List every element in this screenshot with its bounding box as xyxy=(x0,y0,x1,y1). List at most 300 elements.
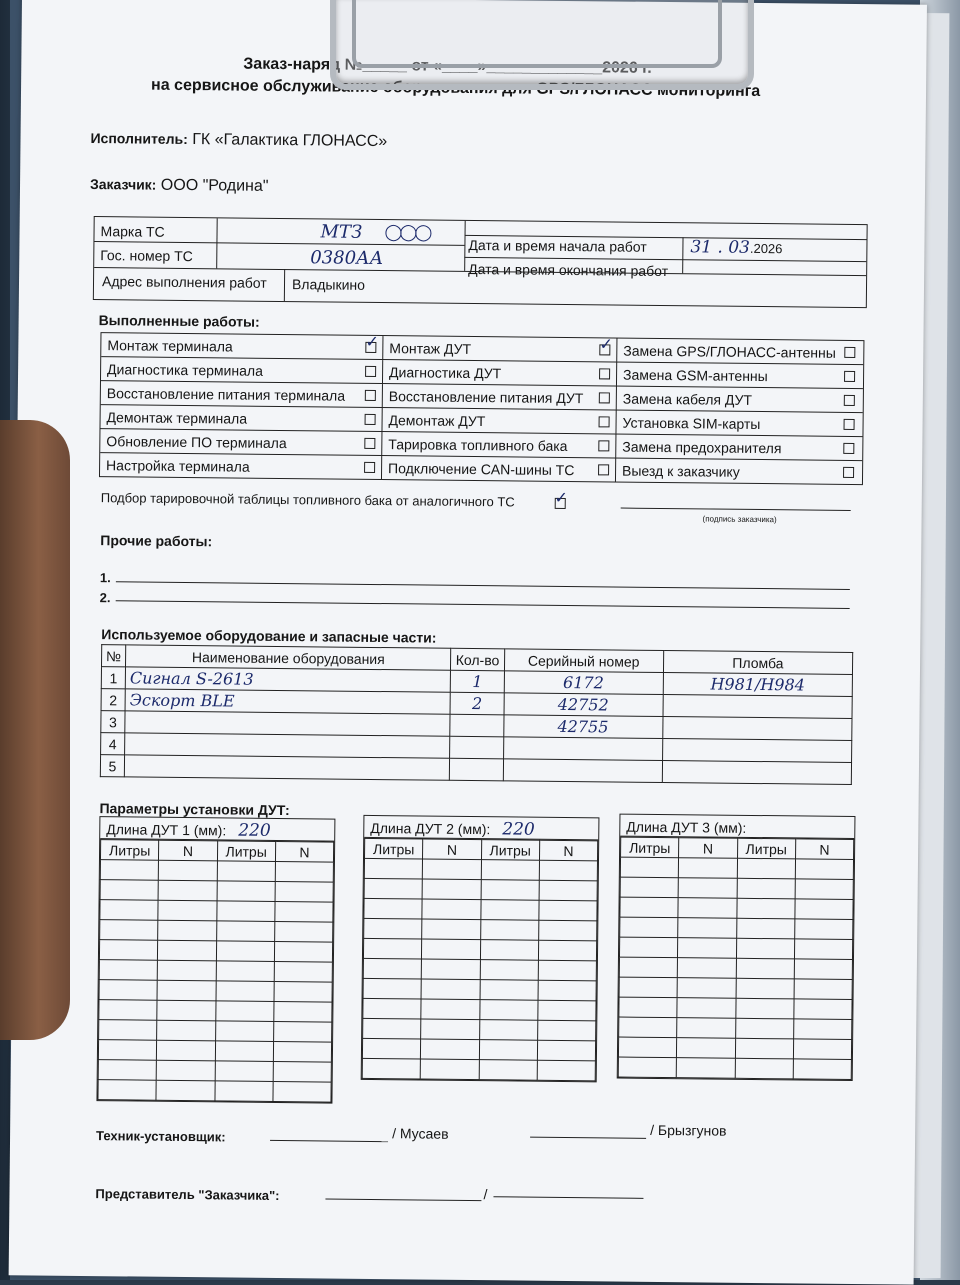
work-item xyxy=(101,381,383,407)
dut-grid-cell[interactable] xyxy=(214,1081,272,1102)
dut-grid-cell[interactable] xyxy=(481,880,539,901)
dut-grid-cell[interactable] xyxy=(735,1038,793,1059)
work-item xyxy=(382,408,616,433)
dut-grid-cell[interactable] xyxy=(157,1020,215,1041)
dut-grid-header-row xyxy=(100,840,333,862)
dut-grid-cell[interactable] xyxy=(421,1039,479,1060)
dut-grid-cell[interactable] xyxy=(618,1037,676,1058)
dut-grid-cell[interactable] xyxy=(676,1058,734,1079)
table-row xyxy=(618,1037,851,1059)
table-row xyxy=(362,1058,595,1080)
dut-grid-cell[interactable] xyxy=(679,858,737,879)
technician-1-signature-line[interactable] xyxy=(270,1140,388,1142)
table-row xyxy=(100,880,333,902)
dut-grid-cell[interactable] xyxy=(794,959,852,980)
dut-grid-cell[interactable] xyxy=(273,1041,331,1062)
work-item-label: Обновление ПО терминала xyxy=(106,433,286,451)
work-item xyxy=(616,411,860,437)
dut-grid-cell[interactable] xyxy=(158,920,216,941)
dut-length-label: Длина ДУТ 2 (мм): xyxy=(370,820,490,837)
dut-grid-cell[interactable] xyxy=(794,999,852,1020)
dut-grid-cell[interactable] xyxy=(273,1061,331,1082)
dut-grid-cell[interactable] xyxy=(480,900,538,921)
dut-grid-cell[interactable] xyxy=(480,940,538,961)
dut-grid-column-header: N xyxy=(275,841,333,862)
dut-grid-cell[interactable] xyxy=(274,981,332,1002)
technician-2-signature-line[interactable] xyxy=(530,1137,646,1139)
work-item-checkbox[interactable] xyxy=(599,368,610,379)
dut-grid-cell[interactable] xyxy=(620,917,678,938)
dut-grid-cell[interactable] xyxy=(156,1060,214,1081)
work-item xyxy=(101,333,383,359)
vehicle-table xyxy=(93,216,868,308)
technician-2-name: / Брызгунов xyxy=(650,1122,726,1139)
work-item-label: Монтаж ДУТ xyxy=(389,340,471,357)
thumb xyxy=(0,420,70,1040)
calibration-label: Подбор тарировочной таблицы топливного бака от аналогичного ТС xyxy=(101,490,515,509)
dut-length-label: Длина ДУТ 1 (мм): xyxy=(106,821,226,838)
dut-grid-cell[interactable] xyxy=(619,957,677,978)
address-value: Владыкино xyxy=(292,276,365,293)
dut-grid-cell[interactable] xyxy=(539,900,597,921)
dut-grid-cell[interactable] xyxy=(619,977,677,998)
table-row xyxy=(364,918,597,940)
dut-grid-cell[interactable] xyxy=(678,958,736,979)
dut-grid-cell[interactable] xyxy=(793,1039,851,1060)
technician-1-name: / Мусаев xyxy=(392,1125,449,1142)
dut-length-value[interactable]: 220 xyxy=(502,819,535,839)
work-item-checkbox[interactable] xyxy=(365,342,376,353)
dut-grid-cell[interactable] xyxy=(735,1058,793,1079)
dut-grid-cell[interactable] xyxy=(537,1040,595,1061)
dut-grid-cell[interactable] xyxy=(158,880,216,901)
dut-grid-cell[interactable] xyxy=(98,1080,156,1101)
customer-value: ООО "Родина" xyxy=(161,177,269,195)
executor-value: ГК «Галактика ГЛОНАСС» xyxy=(192,131,387,150)
brand-value: МТЗ xyxy=(320,221,362,242)
representative-separator: / xyxy=(483,1186,487,1202)
dut-grid-cell[interactable] xyxy=(736,938,794,959)
other-work-1-line[interactable] xyxy=(116,581,850,590)
dut-grid-cell[interactable] xyxy=(422,899,480,920)
works-grid xyxy=(99,332,864,485)
work-item xyxy=(100,453,382,479)
executor-row xyxy=(90,130,387,151)
table-row xyxy=(363,978,596,1000)
work-item-label: Диагностика ДУТ xyxy=(389,364,501,381)
customer-signature-line[interactable] xyxy=(621,508,851,511)
dut-grid-cell[interactable] xyxy=(539,860,597,881)
plate-value: 0380АА xyxy=(310,247,383,269)
dut-grid-cell[interactable] xyxy=(273,1081,331,1102)
work-item xyxy=(101,357,383,383)
other-work-1-number: 1. xyxy=(100,570,111,585)
representative-name-line[interactable] xyxy=(493,1196,643,1199)
dut-block-2 xyxy=(361,815,600,1082)
work-item xyxy=(383,384,617,409)
dut-grid-cell[interactable] xyxy=(480,920,538,941)
dut-grid-cell[interactable] xyxy=(423,859,481,880)
equipment-cell-qty[interactable]: 1 xyxy=(451,670,504,693)
equipment-title: Используемое оборудование и запасные части: xyxy=(101,626,436,646)
dut-grid-cell[interactable] xyxy=(99,1020,157,1041)
dut-grid-cell[interactable] xyxy=(100,880,158,901)
dut-grid-cell[interactable] xyxy=(619,997,677,1018)
technician-label: Техник-установщик: xyxy=(96,1128,226,1144)
work-item-checkbox[interactable] xyxy=(598,464,609,475)
dut-grid-cell[interactable] xyxy=(736,958,794,979)
work-item-label: Установка SIM-карты xyxy=(623,414,761,431)
work-item-checkbox[interactable] xyxy=(844,419,855,430)
dut-length-header xyxy=(100,817,334,841)
dut-grid-cell[interactable] xyxy=(794,919,852,940)
representative-signature-line[interactable] xyxy=(325,1199,481,1202)
dut-grid-column-header: N xyxy=(159,840,217,861)
equipment-column-header: Серийный номер xyxy=(504,649,663,673)
dut-grid-cell[interactable] xyxy=(677,978,735,999)
work-item-label: Замена GSM-антенны xyxy=(623,366,768,384)
dut-grid-cell[interactable] xyxy=(100,920,158,941)
dut-grid-cell[interactable] xyxy=(215,1061,273,1082)
dut-grid-cell[interactable] xyxy=(422,879,480,900)
dut-grid-cell[interactable] xyxy=(274,1001,332,1022)
dut-grid-column-header: Литры xyxy=(365,838,423,859)
dut-block-3 xyxy=(617,814,856,1081)
dut-grid-cell[interactable] xyxy=(216,921,274,942)
dut-grid-cell[interactable] xyxy=(421,1019,479,1040)
equipment-table xyxy=(100,644,853,785)
dut-grid-cell[interactable] xyxy=(537,1060,595,1081)
dut-grid-cell[interactable] xyxy=(479,1060,537,1081)
dut-grid-cell[interactable] xyxy=(677,998,735,1019)
dut-grid-cell[interactable] xyxy=(157,1000,215,1021)
dut-grid-cell[interactable] xyxy=(364,858,422,879)
dut-grid-cell[interactable] xyxy=(274,961,332,982)
dut-grid-cell[interactable] xyxy=(362,1058,420,1079)
dut-grid-cell[interactable] xyxy=(275,861,333,882)
dut-grid-cell[interactable] xyxy=(737,878,795,899)
end-label: Дата и время окончания работ xyxy=(468,261,668,279)
dut-grid-header-row xyxy=(621,837,854,859)
dut-grid-cell[interactable] xyxy=(793,1019,851,1040)
table-row xyxy=(100,900,333,922)
dut-grid-cell[interactable] xyxy=(363,938,421,959)
start-label: Дата и время начала работ xyxy=(468,237,646,255)
dut-grid-cell[interactable] xyxy=(677,1018,735,1039)
equipment-cell-n[interactable]: 4 xyxy=(101,733,125,755)
table-row xyxy=(363,1018,596,1040)
dut-length-header xyxy=(620,815,854,839)
dut-grid-cell[interactable] xyxy=(99,1000,157,1021)
dut-grid-cell[interactable] xyxy=(678,918,736,939)
work-item-checkbox[interactable] xyxy=(844,347,855,358)
work-item-label: Демонтаж ДУТ xyxy=(389,412,486,429)
work-item-checkbox[interactable] xyxy=(844,371,855,382)
dut-grid-cell[interactable] xyxy=(100,860,158,881)
equipment-cell-qty[interactable] xyxy=(450,758,503,781)
dut-length-value[interactable]: 220 xyxy=(238,821,271,841)
work-item-label: Замена кабеля ДУТ xyxy=(623,390,752,407)
dut-grid-cell[interactable] xyxy=(363,958,421,979)
equipment-cell-seal[interactable] xyxy=(662,717,852,741)
other-work-2-line[interactable] xyxy=(116,600,850,609)
work-item-label: Замена GPS/ГЛОНАСС-антенны xyxy=(623,342,836,360)
dut-grid-cell[interactable] xyxy=(216,941,274,962)
work-item-label: Демонтаж терминала xyxy=(107,409,248,426)
clipboard-clip-inner xyxy=(352,0,722,68)
dut-grid-cell[interactable] xyxy=(156,1080,214,1101)
work-item xyxy=(617,387,861,413)
work-item xyxy=(617,363,861,389)
dut-grid-cell[interactable] xyxy=(538,920,596,941)
equipment-cell-serial[interactable]: 42755 xyxy=(503,715,662,739)
equipment-cell-n[interactable]: 1 xyxy=(101,667,125,689)
dut-grid-cell[interactable] xyxy=(678,878,736,899)
dut-grid-cell[interactable] xyxy=(735,998,793,1019)
title-line-1: Заказ-наряд №_____ от «____»_____________2026 г. xyxy=(243,56,652,78)
start-value-year: .2026 xyxy=(750,241,783,256)
dut-grid-cell[interactable] xyxy=(157,960,215,981)
table-row xyxy=(99,980,332,1002)
dut-grid-cell[interactable] xyxy=(537,1020,595,1041)
dut-grid-cell[interactable] xyxy=(422,919,480,940)
equipment-cell-seal[interactable] xyxy=(662,761,852,785)
equipment-column-header: Наименование оборудования xyxy=(126,645,452,670)
dut-grid-cell[interactable] xyxy=(678,938,736,959)
dut-grid-cell[interactable] xyxy=(157,980,215,1001)
equipment-column-header: № xyxy=(101,645,125,667)
dut-grid-cell[interactable] xyxy=(363,1018,421,1039)
dut-grid-cell[interactable] xyxy=(538,1000,596,1021)
table-row xyxy=(99,1000,332,1022)
dut-grid-cell[interactable] xyxy=(98,1060,156,1081)
dut-grid-cell[interactable] xyxy=(216,901,274,922)
dut-grid-cell[interactable] xyxy=(216,961,274,982)
equipment-cell-n[interactable]: 5 xyxy=(100,755,124,777)
dut-grid-cell[interactable] xyxy=(480,980,538,1001)
dut-grid-cell[interactable] xyxy=(217,881,275,902)
dut-grid-cell[interactable] xyxy=(737,858,795,879)
dut-grid-cell[interactable] xyxy=(736,978,794,999)
work-item-label: Восстановление питания ДУТ xyxy=(389,388,584,406)
equipment-cell-serial[interactable] xyxy=(503,737,662,761)
equipment-cell-seal[interactable] xyxy=(662,739,852,763)
dut-grid-cell[interactable] xyxy=(422,939,480,960)
dut-grid-cell[interactable] xyxy=(735,1018,793,1039)
address-label: Адрес выполнения работ xyxy=(102,273,267,291)
dut-grid-cell[interactable] xyxy=(538,960,596,981)
dut-grid-cell[interactable] xyxy=(99,960,157,981)
table-row xyxy=(98,1080,331,1102)
start-value-hand: 31 . 03 xyxy=(690,237,750,258)
table-row xyxy=(619,1017,852,1039)
dut-grid-cell[interactable] xyxy=(619,1017,677,1038)
work-item xyxy=(383,336,617,361)
table-row xyxy=(620,917,853,939)
work-item-checkbox[interactable] xyxy=(365,366,376,377)
dut-calibration-grid xyxy=(97,839,334,1102)
equipment-cell-serial[interactable]: 42752 xyxy=(504,693,663,717)
signature-caption: (подпись заказчика) xyxy=(703,514,777,524)
dut-grid-cell[interactable] xyxy=(275,881,333,902)
dut-grid-cell[interactable] xyxy=(736,918,794,939)
equipment-cell-qty[interactable] xyxy=(450,714,503,737)
work-item-checkbox[interactable] xyxy=(365,390,376,401)
equipment-cell-qty[interactable]: 2 xyxy=(450,692,503,715)
dut-grid-cell[interactable] xyxy=(217,861,275,882)
work-item xyxy=(382,456,616,481)
dut-grid-cell[interactable] xyxy=(363,978,421,999)
equipment-column-header: Пломба xyxy=(663,651,853,675)
dut-grid-cell[interactable] xyxy=(215,1001,273,1022)
table-row xyxy=(619,997,852,1019)
dut-grid-cell[interactable] xyxy=(619,937,677,958)
table-row xyxy=(618,1057,851,1079)
customer-row xyxy=(90,176,269,196)
work-item-checkbox[interactable] xyxy=(843,467,854,478)
dut-grid-cell[interactable] xyxy=(479,1000,537,1021)
dut-grid-cell[interactable] xyxy=(362,1038,420,1059)
dut-grid-cell[interactable] xyxy=(480,960,538,981)
divider xyxy=(464,221,466,271)
dut-grid-cell[interactable] xyxy=(620,897,678,918)
table-row xyxy=(364,858,597,880)
work-item-label: Восстановление питания терминала xyxy=(107,385,345,403)
work-item-checkbox[interactable] xyxy=(365,414,376,425)
dut-grid-cell[interactable] xyxy=(215,1041,273,1062)
brand-label: Марка ТС xyxy=(100,223,164,240)
work-item xyxy=(100,429,382,455)
other-works-title: Прочие работы: xyxy=(100,532,212,549)
dut-grid-cell[interactable] xyxy=(216,981,274,1002)
dut-grid-cell[interactable] xyxy=(677,1038,735,1059)
work-item xyxy=(383,360,617,385)
equipment-cell-serial[interactable] xyxy=(503,759,662,783)
dut-grid-cell[interactable] xyxy=(793,1059,851,1080)
dut-length-label: Длина ДУТ 3 (мм): xyxy=(626,819,746,836)
dut-grid-cell[interactable] xyxy=(157,1040,215,1061)
work-item-checkbox[interactable] xyxy=(599,416,610,427)
table-row xyxy=(364,898,597,920)
dut-grid-cell[interactable] xyxy=(795,859,853,880)
dut-grid-column-header: N xyxy=(539,840,597,861)
dut-grid-cell[interactable] xyxy=(158,900,216,921)
work-item xyxy=(100,405,382,431)
table-row xyxy=(362,1038,595,1060)
dut-grid-column-header: Литры xyxy=(217,841,275,862)
equipment-cell-qty[interactable] xyxy=(450,736,503,759)
equipment-cell-n[interactable]: 3 xyxy=(101,711,125,733)
dut-grid-cell[interactable] xyxy=(421,959,479,980)
dut-grid-cell[interactable] xyxy=(159,860,217,881)
dut-grid-cell[interactable] xyxy=(538,980,596,1001)
dut-grid-cell[interactable] xyxy=(215,1021,273,1042)
equipment-cell-name[interactable]: Сигнал S-2613 xyxy=(125,667,451,692)
dut-grid-cell[interactable] xyxy=(678,898,736,919)
work-item-checkbox[interactable] xyxy=(599,344,610,355)
table-row xyxy=(99,960,332,982)
dut-grid-cell[interactable] xyxy=(620,877,678,898)
dut-grid-header-row xyxy=(365,838,598,860)
dut-grid-cell[interactable] xyxy=(275,901,333,922)
dut-grid-cell[interactable] xyxy=(99,980,157,1001)
calibration-checkbox[interactable] xyxy=(554,498,565,509)
work-item xyxy=(616,435,860,461)
equipment-cell-name[interactable]: Эскорт BLE xyxy=(125,689,451,714)
dut-grid-column-header: Литры xyxy=(481,840,539,861)
dut-grid-cell[interactable] xyxy=(100,900,158,921)
table-row xyxy=(619,957,852,979)
table-row xyxy=(100,860,333,882)
dut-grid-cell[interactable] xyxy=(736,898,794,919)
start-value xyxy=(690,237,782,258)
table-row xyxy=(619,937,852,959)
dut-grid-cell[interactable] xyxy=(479,1040,537,1061)
equipment-column-header: Кол-во xyxy=(451,648,504,671)
dut-title: Параметры установки ДУТ: xyxy=(99,800,289,818)
dut-grid-cell[interactable] xyxy=(99,940,157,961)
work-item-checkbox[interactable] xyxy=(843,443,854,454)
table-row xyxy=(619,977,852,999)
dut-block-1 xyxy=(96,816,335,1103)
work-item-label: Монтаж терминала xyxy=(107,337,233,354)
dut-grid-cell[interactable] xyxy=(794,979,852,1000)
brand-logo-icon: ◯◯◯ xyxy=(384,222,429,241)
work-item-checkbox[interactable] xyxy=(364,438,375,449)
dut-grid-cell[interactable] xyxy=(618,1057,676,1078)
table-row xyxy=(98,1040,331,1062)
dut-grid-cell[interactable] xyxy=(795,879,853,900)
dut-grid-cell[interactable] xyxy=(795,899,853,920)
work-item-checkbox[interactable] xyxy=(598,440,609,451)
equipment-cell-seal[interactable] xyxy=(663,695,853,719)
dut-grid-cell[interactable] xyxy=(420,1059,478,1080)
equipment-cell-serial[interactable]: 6172 xyxy=(504,671,663,695)
work-item-checkbox[interactable] xyxy=(599,392,610,403)
dut-grid-cell[interactable] xyxy=(479,1020,537,1041)
dut-grid-cell[interactable] xyxy=(421,979,479,1000)
dut-grid-cell[interactable] xyxy=(421,999,479,1020)
work-item xyxy=(382,432,616,457)
dut-grid-cell[interactable] xyxy=(481,860,539,881)
equipment-cell-seal[interactable]: Н981/Н984 xyxy=(663,673,853,697)
dut-grid-column-header: Литры xyxy=(100,840,158,861)
table-row xyxy=(99,940,332,962)
dut-grid-cell[interactable] xyxy=(274,921,332,942)
dut-grid-cell[interactable] xyxy=(620,857,678,878)
equipment-cell-name[interactable] xyxy=(124,755,450,780)
dut-grid-cell[interactable] xyxy=(538,940,596,961)
dut-grid-cell[interactable] xyxy=(364,898,422,919)
table-row xyxy=(363,958,596,980)
work-item-label: Замена предохранителя xyxy=(622,438,781,456)
dut-grid-cell[interactable] xyxy=(274,941,332,962)
dut-grid-cell[interactable] xyxy=(539,880,597,901)
dut-grid-cell[interactable] xyxy=(273,1021,331,1042)
table-row xyxy=(363,938,596,960)
dut-grid-cell[interactable] xyxy=(98,1040,156,1061)
dut-grid-cell[interactable] xyxy=(364,918,422,939)
dut-grid-cell[interactable] xyxy=(158,940,216,961)
dut-grid-cell[interactable] xyxy=(794,939,852,960)
dut-grid-cell[interactable] xyxy=(363,998,421,1019)
dut-grid-cell[interactable] xyxy=(364,878,422,899)
work-item-checkbox[interactable] xyxy=(844,395,855,406)
work-item-checkbox[interactable] xyxy=(364,462,375,473)
divider xyxy=(94,241,464,246)
equipment-cell-n[interactable]: 2 xyxy=(101,689,125,711)
calibration-row xyxy=(101,490,566,510)
